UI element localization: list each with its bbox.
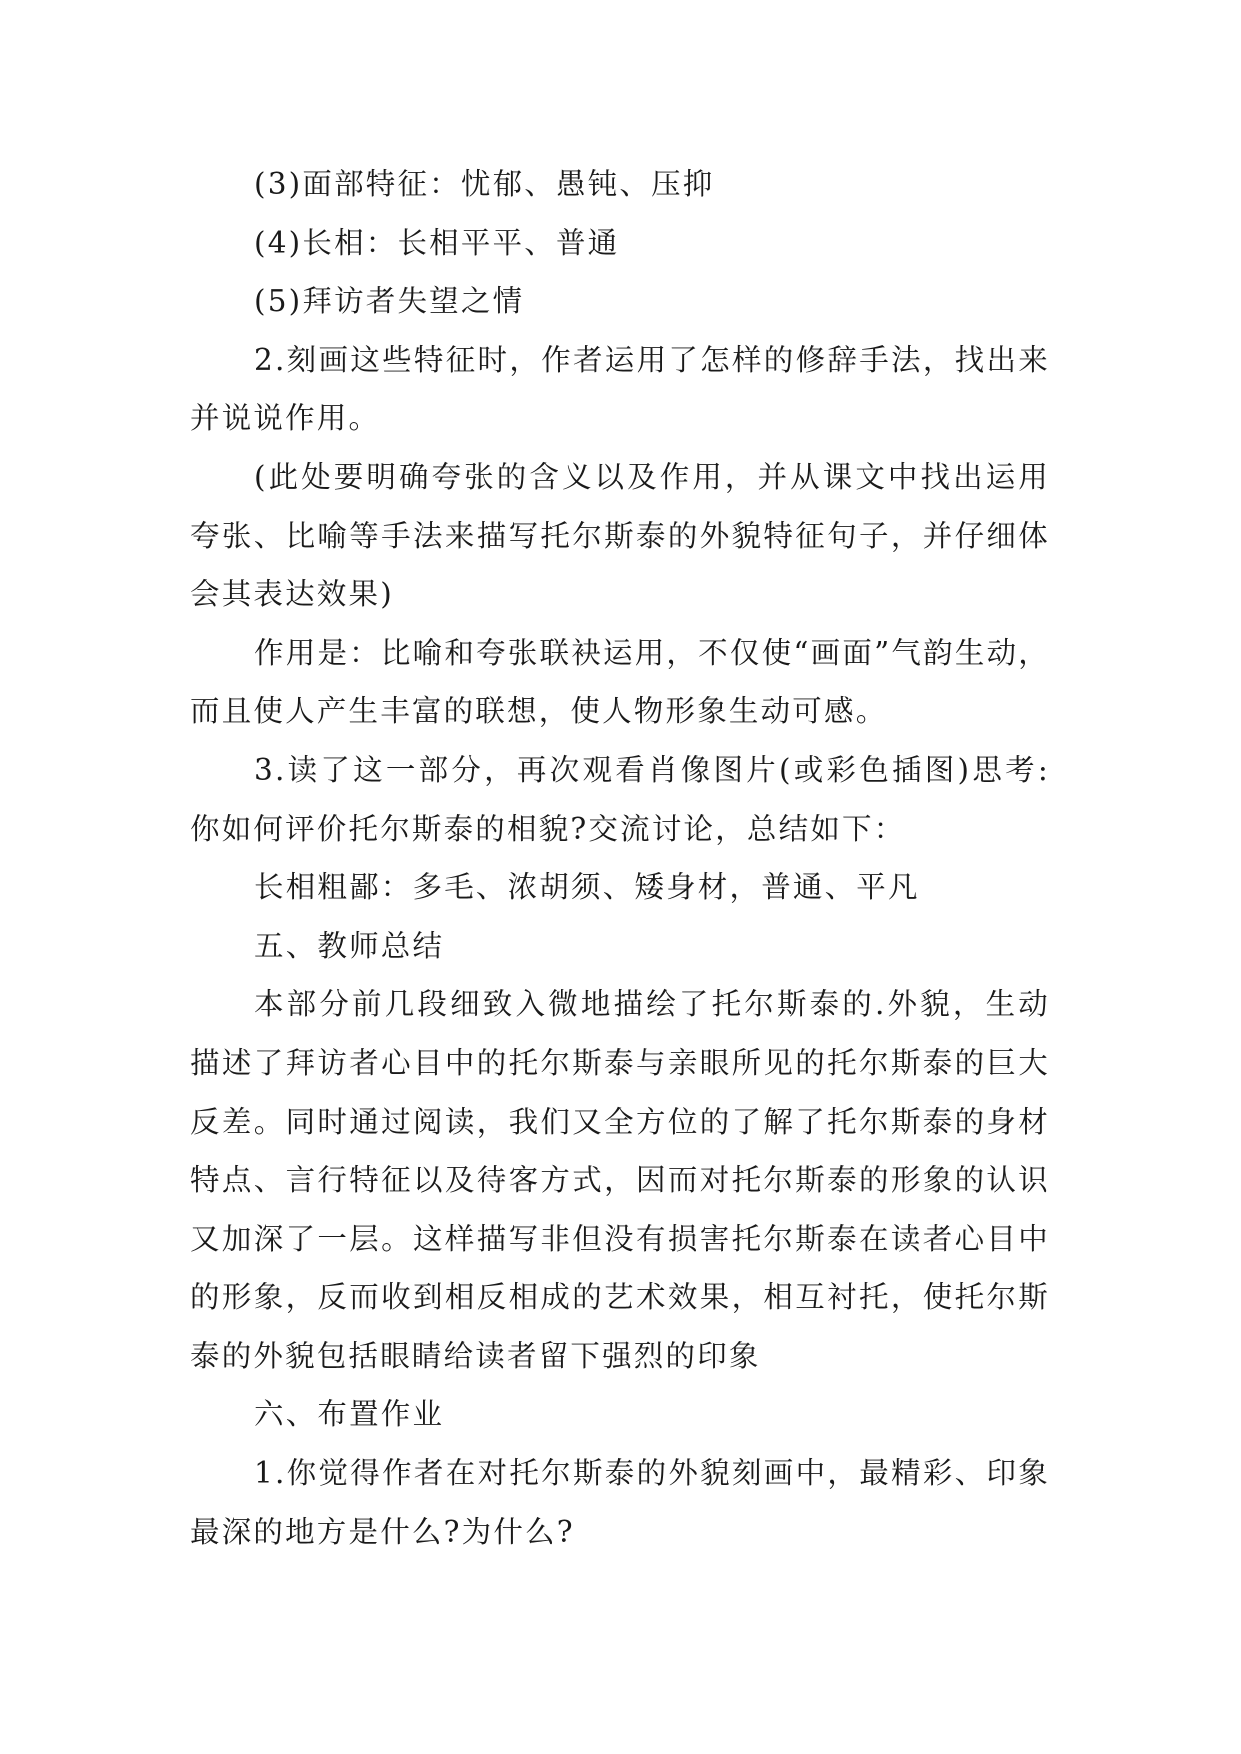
paragraph-appearance: (4)长相：长相平平、普通 — [254, 225, 620, 260]
paragraph-visitor-disappointment: (5)拜访者失望之情 — [254, 284, 525, 319]
paragraph-question-3: 3.读了这一部分，再次观看肖像图片(或彩色插图)思考:你如何评价托尔斯泰的相貌?交流讨论，总结如下： — [190, 752, 1050, 846]
paragraph-note: (此处要明确夸张的含义以及作用，并从课文中找出运用夸张、比喻等手法来描写托尔斯泰的外貌特征句子，并仔细体会其表达效果) — [190, 459, 1050, 612]
paragraph-face-features: (3)面部特征：忧郁、愚钝、压抑 — [254, 167, 715, 201]
paragraph-question-2: 2.刻画这些特征时，作者运用了怎样的修辞手法，找出来并说说作用。 — [190, 342, 1050, 436]
paragraph-effect: 作用是：比喻和夸张联袂运用，不仅使“画面”气韵生动，而且使人产生丰富的联想，使人物形象生动可感。 — [190, 635, 1050, 729]
section-heading-homework: 六、布置作业 — [254, 1397, 445, 1432]
paragraph-homework-1: 1.你觉得作者在对托尔斯泰的外貌刻画中，最精彩、印象最深的地方是什么?为什么? — [190, 1456, 1050, 1549]
section-heading-teacher-summary: 五、教师总结 — [254, 928, 445, 963]
document-body — [190, 155, 1050, 1561]
paragraph-summary-looks: 长相粗鄙：多毛、浓胡须、矮身材，普通、平凡 — [254, 870, 920, 905]
paragraph-teacher-summary: 本部分前几段细致入微地描绘了托尔斯泰的.外貌，生动描述了拜访者心目中的托尔斯泰与亲眼所见的托尔斯泰的巨大反差。同时通过阅读，我们又全方位的了解了托尔斯泰的身材特点、言行特征以及待客方式，因而对托尔斯泰的形象的认识又加深了一层。这样描写非但没有损害托尔斯泰在读者心目中的形象，反而收到相反相成的艺术效果，相互衬托，使托尔斯泰的外貌包括眼睛给读者留下强烈的印象 — [190, 987, 1050, 1373]
